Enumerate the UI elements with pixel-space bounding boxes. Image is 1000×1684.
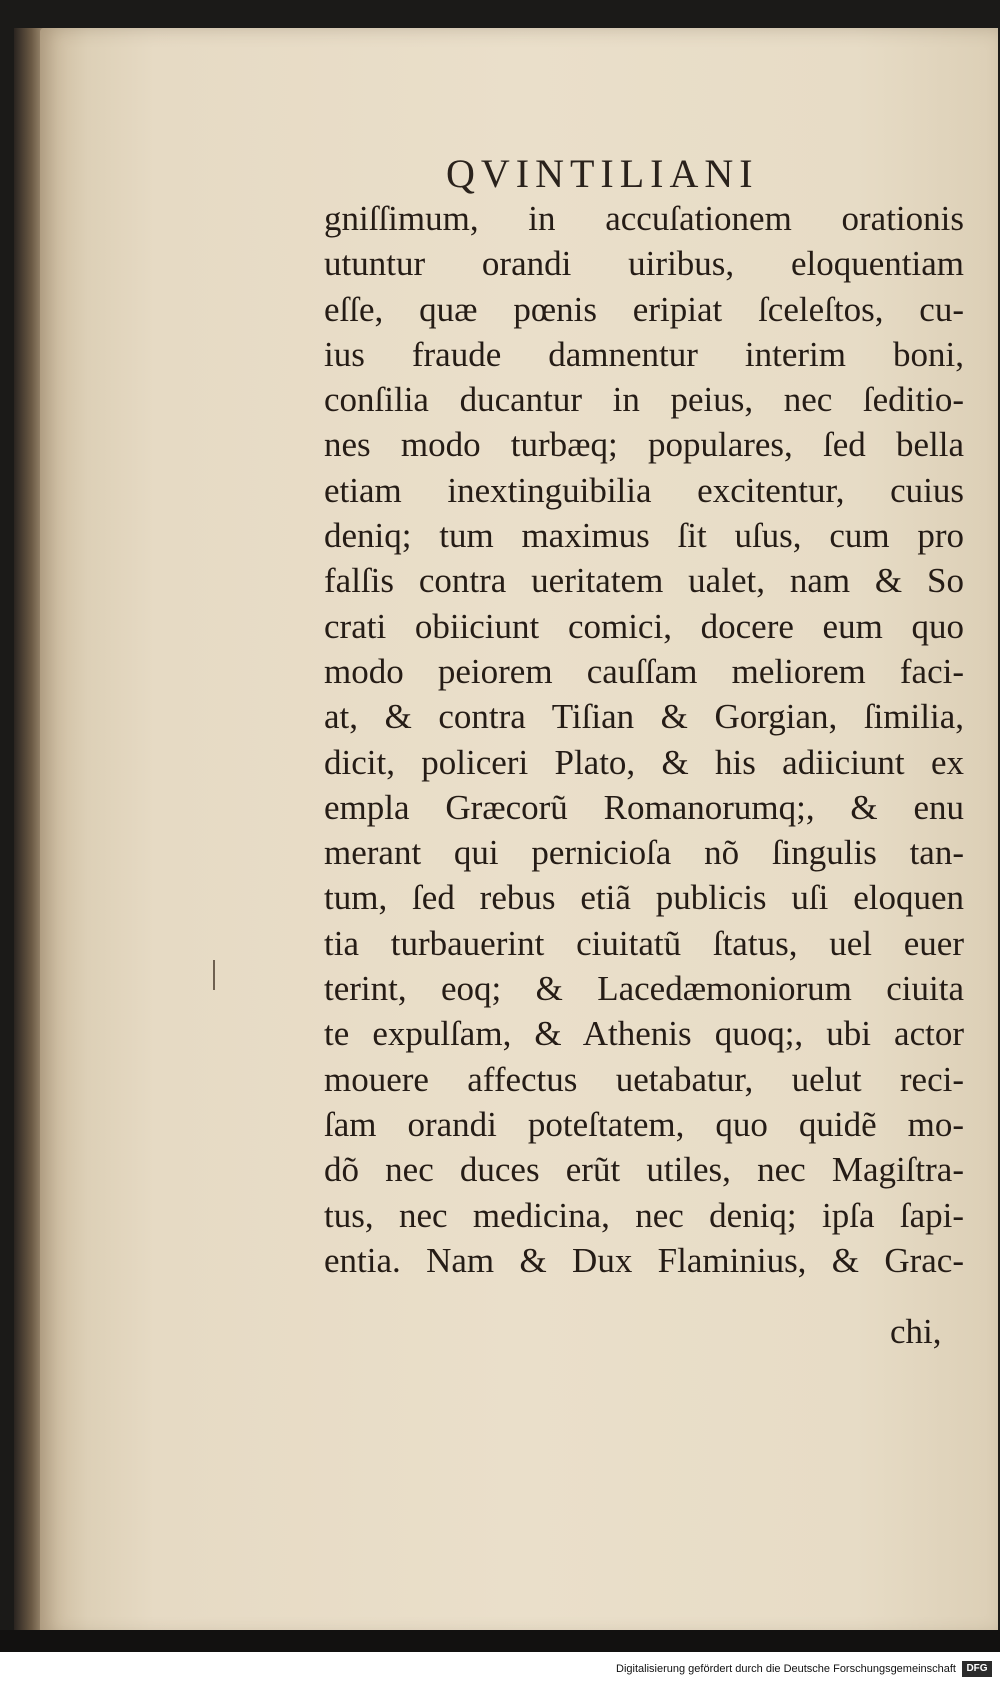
text-line: te expulſam, & Athenis quoq;, ubi actor — [324, 1014, 964, 1054]
text-line: gniſſimum, in accuſationem orationis — [324, 199, 964, 238]
footer-bar — [0, 1652, 1000, 1684]
text-line: dicit, policeri Plato, & his adiiciunt ex — [324, 742, 964, 782]
text-line: utuntur orandi uiribus, eloquentiam — [324, 244, 964, 284]
text-line: modo peiorem cauſſam meliorem faci- — [324, 651, 964, 691]
text-line: mouere affectus uetabatur, uelut reci- — [324, 1059, 964, 1099]
text-line: nes modo turbæq; populares, ſed bella — [324, 425, 964, 465]
body-text — [324, 196, 964, 1283]
text-line: entia. Nam & Dux Flaminius, & Grac- — [324, 1240, 964, 1280]
text-line: merant qui pernicioſa nõ ſingulis tan- — [324, 833, 964, 873]
text-line: ius fraude damnentur interim boni, — [324, 334, 964, 374]
text-line: eſſe, quæ pœnis eripiat ſceleſtos, cu- — [324, 289, 964, 329]
text-line: empla Græcorũ Romanorumq;, & enu — [324, 787, 964, 827]
text-line: deniq; tum maximus ſit uſus, cum pro — [324, 516, 964, 556]
funding-credit: Digitalisierung gefördert durch die Deutsche Forschungsgemeinschaft — [616, 1663, 956, 1675]
text-line: tus, nec medicina, nec deniq; ipſa ſapi- — [324, 1195, 964, 1235]
text-line: crati obiiciunt comici, docere eum quo — [324, 606, 964, 646]
text-line: dõ nec duces erũt utiles, nec Magiſtra- — [324, 1150, 964, 1190]
text-line: etiam inextinguibilia excitentur, cuius — [324, 470, 964, 510]
running-header: QVINTILIANI — [446, 151, 759, 196]
text-line: falſis contra ueritatem ualet, nam & So — [324, 561, 964, 601]
dfg-logo-icon: DFG — [962, 1661, 992, 1677]
text-line: tum, ſed rebus etiã publicis uſi eloquen — [324, 878, 964, 918]
text-line: at, & contra Tiſian & Gorgian, ſimilia, — [324, 697, 964, 737]
bottom-shadow — [0, 1630, 1000, 1652]
text-line: conſilia ducantur in peius, nec ſeditio- — [324, 380, 964, 420]
margin-mark — [213, 960, 215, 990]
catchword: chi, — [890, 1312, 942, 1351]
text-line: tia turbauerint ciuitatũ ſtatus, uel euer — [324, 923, 964, 963]
text-line: ſam orandi poteſtatem, quo quidẽ mo- — [324, 1104, 964, 1144]
text-line: terint, eoq; & Lacedæmoniorum ciuita — [324, 969, 964, 1009]
